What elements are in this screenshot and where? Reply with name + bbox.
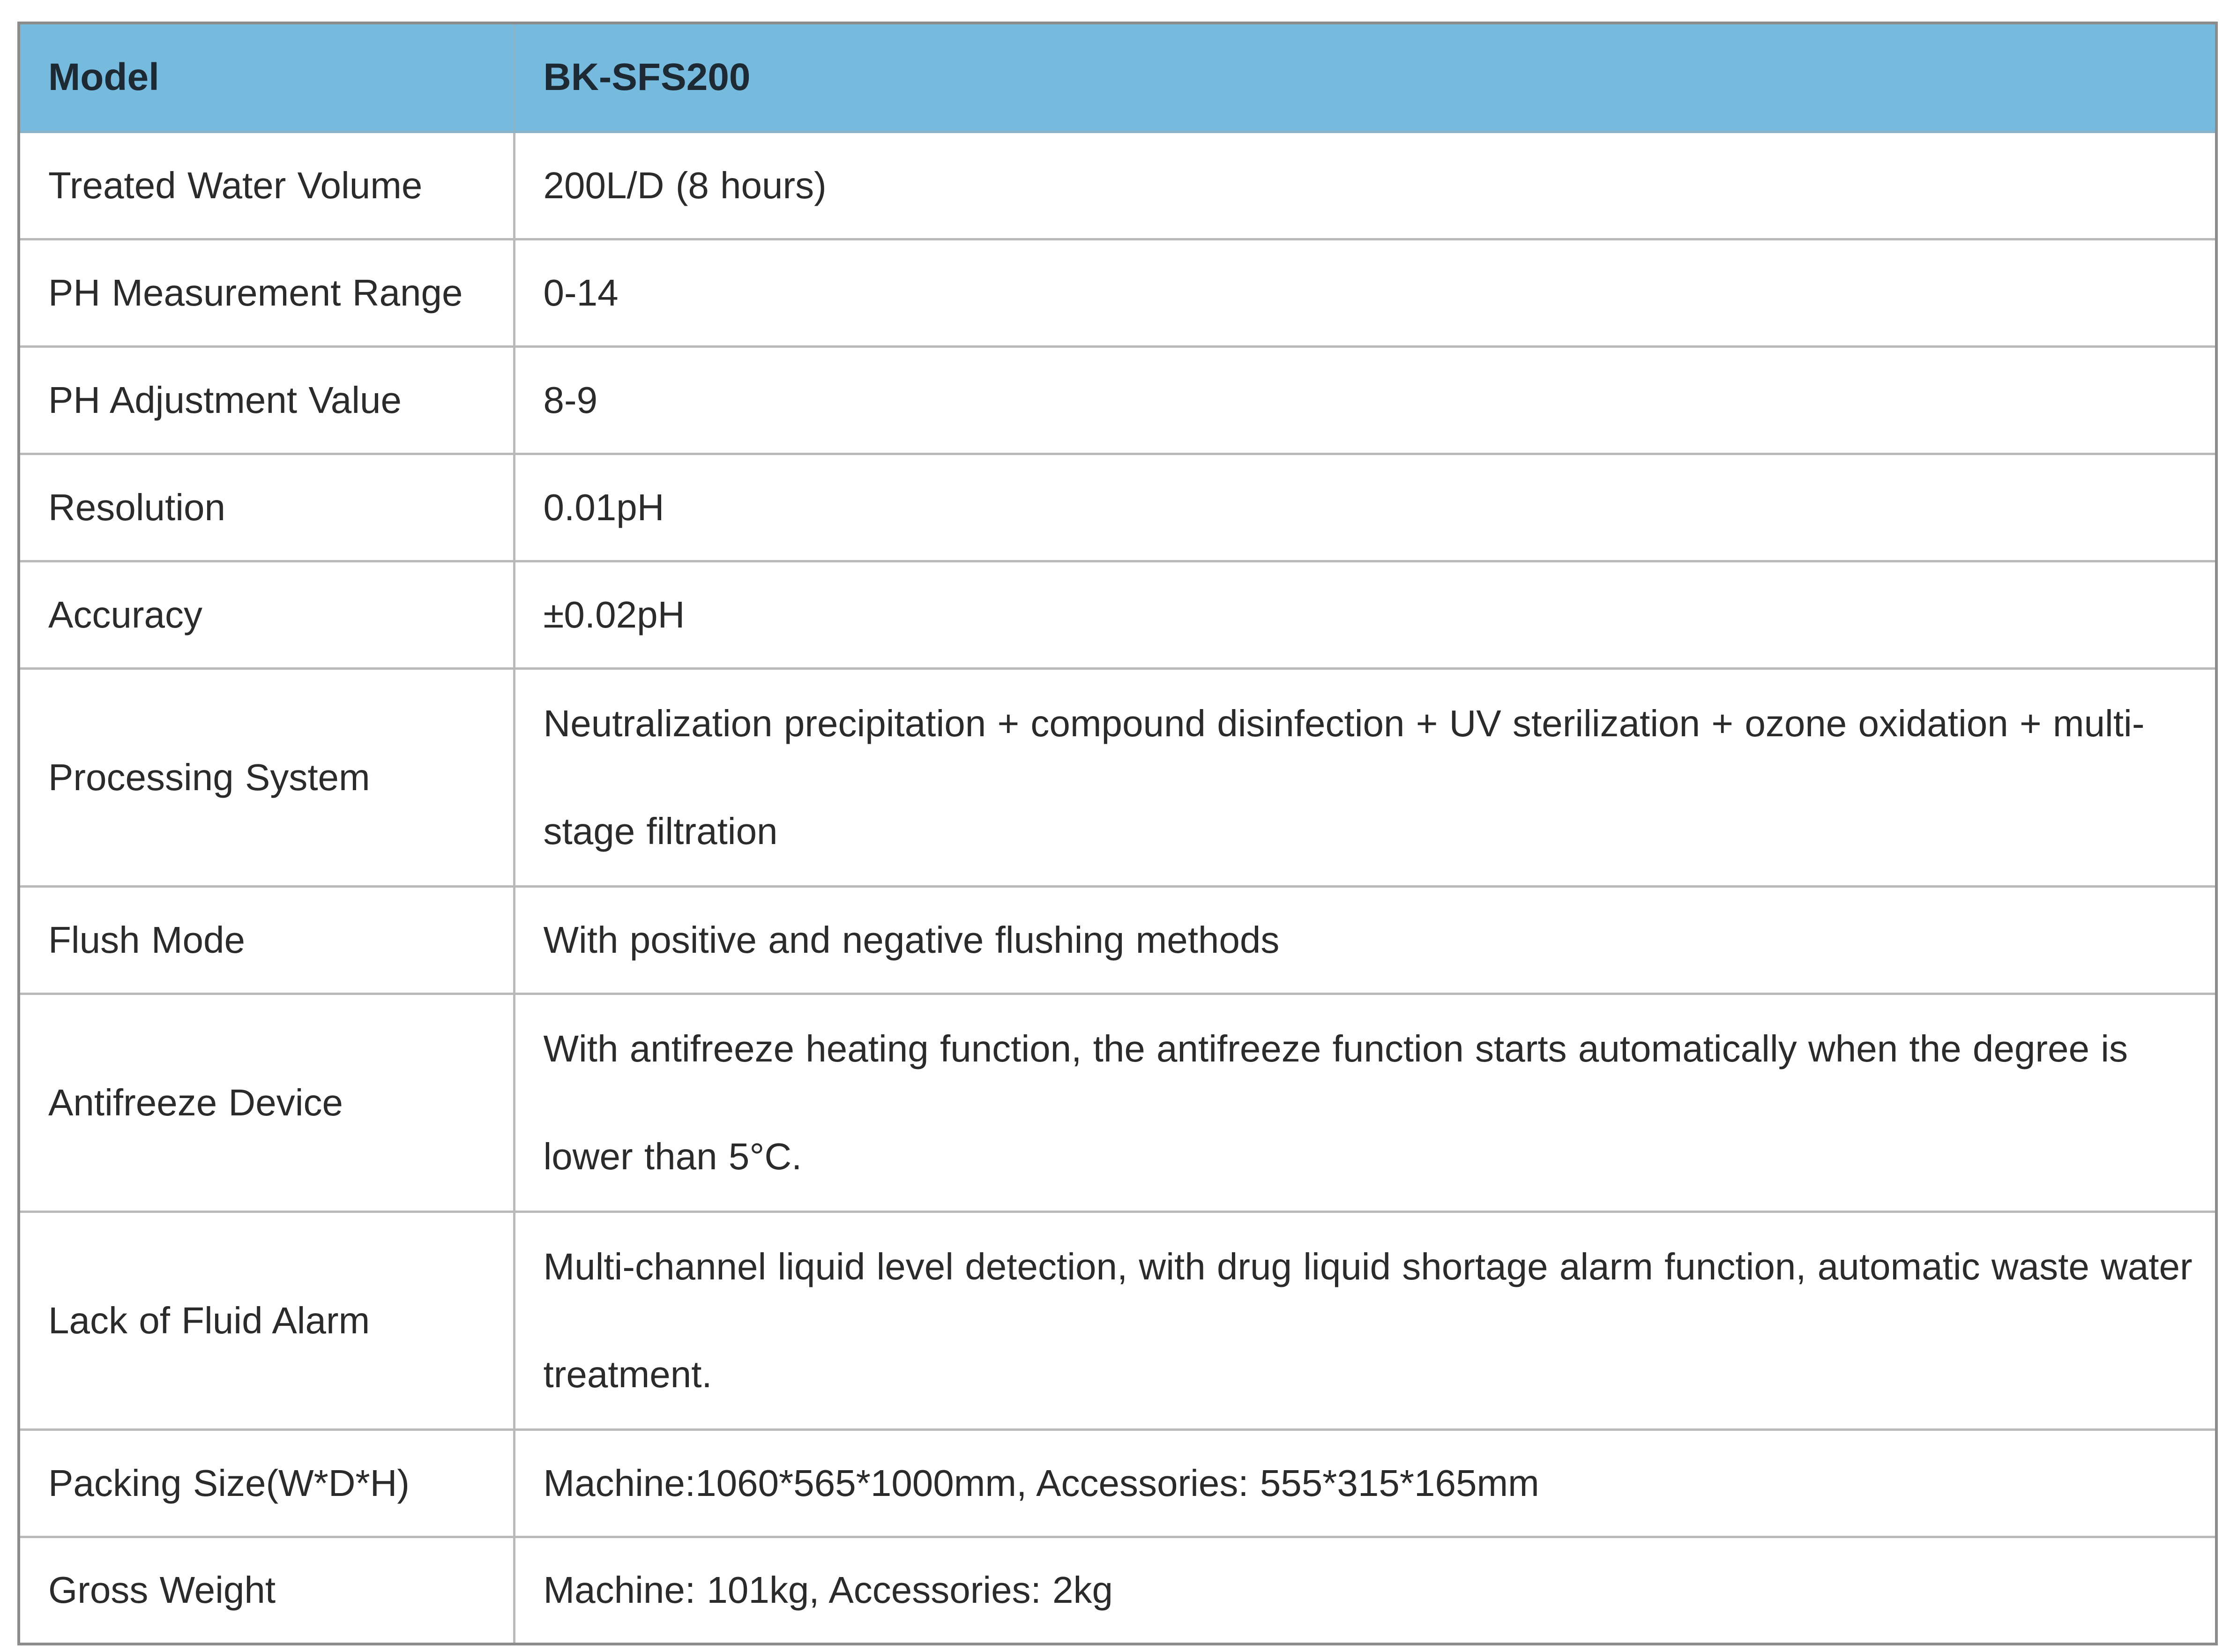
row-label-processing-system: Processing System: [19, 668, 514, 886]
row-value-lack-of-fluid-alarm: Multi-channel liquid level detection, with drug liquid shortage alarm function, automatic waste water treatment.: [514, 1211, 2216, 1429]
row-value-ph-measurement-range: 0-14: [514, 239, 2216, 346]
row-value-antifreeze-device: With antifreeze heating function, the antifreeze function starts automatically when the degree is lower than 5°C.: [514, 994, 2216, 1211]
row-value-resolution: 0.01pH: [514, 454, 2216, 561]
row-label-treated-water-volume: Treated Water Volume: [19, 132, 514, 239]
row-value-gross-weight: Machine: 101kg, Accessories: 2kg: [514, 1537, 2216, 1644]
table-header: [19, 23, 2216, 132]
row-label-resolution: Resolution: [19, 454, 514, 561]
table-row: [19, 1537, 2216, 1644]
table-row: [19, 132, 2216, 239]
row-label-ph-adjustment-value: PH Adjustment Value: [19, 346, 514, 454]
row-value-flush-mode: With positive and negative flushing methods: [514, 886, 2216, 994]
table-body: [19, 132, 2216, 1644]
table-row: [19, 886, 2216, 994]
row-label-lack-of-fluid-alarm: Lack of Fluid Alarm: [19, 1211, 514, 1429]
table-row: [19, 668, 2216, 886]
table-row: [19, 239, 2216, 346]
row-label-flush-mode: Flush Mode: [19, 886, 514, 994]
spec-table: [17, 22, 2218, 1645]
table-row: [19, 1211, 2216, 1429]
table-row: [19, 454, 2216, 561]
row-label-accuracy: Accuracy: [19, 561, 514, 668]
header-label-model: Model: [19, 23, 514, 132]
table-row: [19, 994, 2216, 1211]
table-row: [19, 561, 2216, 668]
row-label-gross-weight: Gross Weight: [19, 1537, 514, 1644]
header-row: [19, 23, 2216, 132]
row-value-packing-size: Machine:1060*565*1000mm, Accessories: 555*315*165mm: [514, 1429, 2216, 1537]
row-label-packing-size: Packing Size(W*D*H): [19, 1429, 514, 1537]
row-value-accuracy: ±0.02pH: [514, 561, 2216, 668]
header-value-model: BK-SFS200: [514, 23, 2216, 132]
row-label-ph-measurement-range: PH Measurement Range: [19, 239, 514, 346]
row-label-antifreeze-device: Antifreeze Device: [19, 994, 514, 1211]
table-row: [19, 1429, 2216, 1537]
table-row: [19, 346, 2216, 454]
row-value-ph-adjustment-value: 8-9: [514, 346, 2216, 454]
row-value-treated-water-volume: 200L/D (8 hours): [514, 132, 2216, 239]
row-value-processing-system: Neutralization precipitation + compound disinfection + UV sterilization + ozone oxidation + multi-stage filtration: [514, 668, 2216, 886]
